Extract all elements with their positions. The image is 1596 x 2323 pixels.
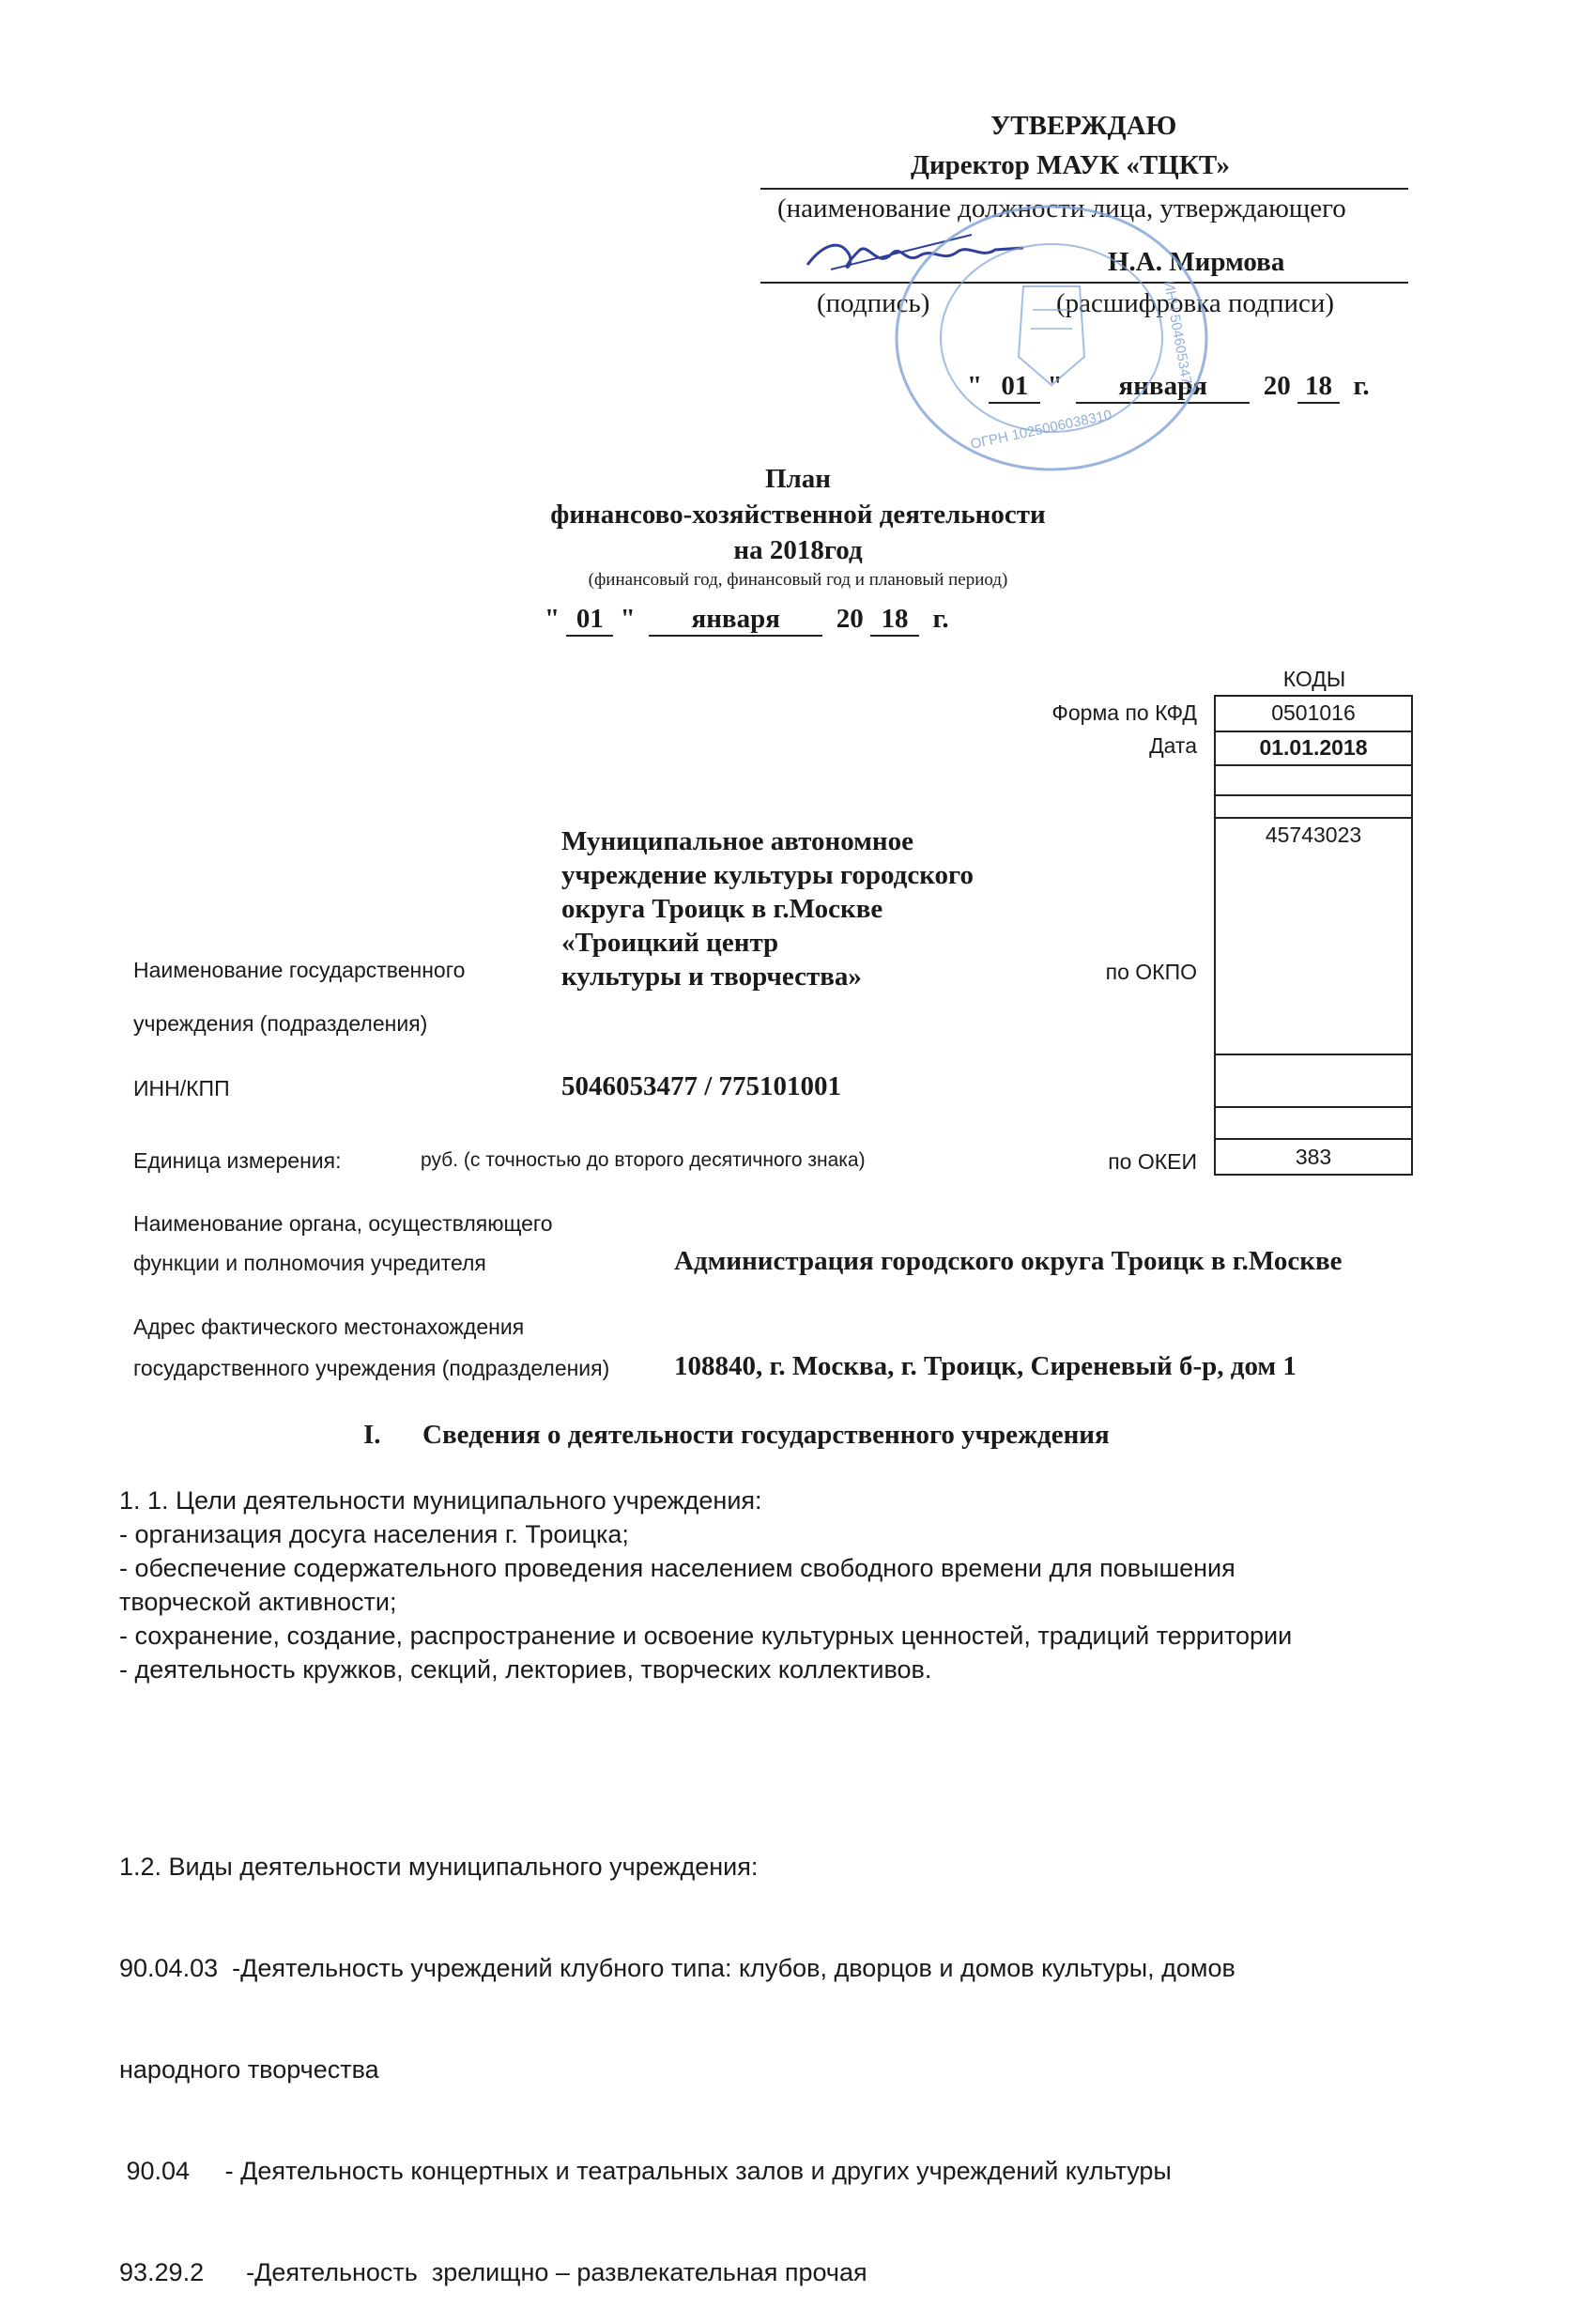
- plan-caption: (финансовый год, финансовый год и плановый период): [588, 570, 1008, 590]
- position-underline: [760, 188, 1408, 190]
- empty-code-3: [1216, 1054, 1411, 1106]
- section-number: I.: [363, 1420, 381, 1450]
- okpo-label: по ОКПО: [1105, 960, 1197, 984]
- seal-stamp-icon: [882, 197, 1220, 479]
- date-code: 01.01.2018: [1216, 731, 1411, 764]
- goal-item: - организация досуга населения г. Троицка;: [119, 1520, 629, 1548]
- svg-text:ИНН 5046053477: ИНН 5046053477: [1160, 279, 1196, 393]
- plan-subtitle: финансово-хозяйственной деятельности: [550, 500, 1046, 530]
- address-label-1: Адрес фактического местонахождения: [133, 1315, 525, 1339]
- founder-label-1: Наименование органа, осуществляющего: [133, 1211, 553, 1236]
- institution-name: Муниципальное автономное учреждение культуры городского округа Троицк в г.Москве «Троицкий центр культуры и творчества»: [561, 826, 974, 992]
- institution-label-2: учреждения (подразделения): [133, 1011, 428, 1036]
- signer-name: Н.А. Мирмова: [1108, 247, 1285, 277]
- inn-label: ИНН/КПП: [133, 1076, 230, 1100]
- goal-item: - деятельность кружков, секций, лекториев, творческих коллективов.: [119, 1655, 932, 1684]
- plan-date: " 01 " января 20 18 г.: [545, 604, 949, 637]
- activities-heading: 1.2. Виды деятельности муниципального учреждения:: [119, 1853, 759, 1881]
- approval-date: " 01 " января 20 18 г.: [967, 371, 1370, 404]
- empty-code-1: [1216, 764, 1411, 794]
- decode-caption: (расшифровка подписи): [1056, 288, 1335, 318]
- plan-title: План: [764, 464, 832, 494]
- institution-label-1: Наименование государственного: [133, 958, 466, 982]
- plan-year: на 2018год: [733, 535, 863, 565]
- forma-label: Форма по КФД: [1051, 700, 1197, 725]
- approval-title: УТВЕРЖДАЮ: [990, 111, 1177, 141]
- activity-item: 90.04 - Деятельность концертных и театральных залов и других учреждений культуры: [119, 2157, 1172, 2185]
- activity-item: народного творчества: [119, 2055, 379, 2084]
- address-label-2: государственного учреждения (подразделения): [133, 1356, 610, 1380]
- goals-heading: 1. 1. Цели деятельности муниципального учреждения:: [119, 1486, 762, 1515]
- codes-header: КОДЫ: [1282, 667, 1346, 691]
- date-label: Дата: [1149, 733, 1197, 758]
- inn-value: 5046053477 / 775101001: [561, 1071, 842, 1101]
- address-value: 108840, г. Москва, г. Троицк, Сиреневый б-р, дом 1: [674, 1351, 1297, 1381]
- empty-code-4: [1216, 1106, 1411, 1138]
- goal-item: - обеспечение содержательного проведения населением свободного времени для повышения: [119, 1554, 1235, 1582]
- svg-text:ОГРН 1025006038310: ОГРН 1025006038310: [969, 407, 1113, 453]
- goal-item: - сохранение, создание, распространение и освоение культурных ценностей, традиций территории: [119, 1622, 1293, 1650]
- empty-code-2: [1216, 794, 1411, 817]
- activity-item: 93.29.2 -Деятельность зрелищно – развлекательная прочая: [119, 2258, 867, 2286]
- founder-value: Администрация городского округа Троицк в г.Москве: [674, 1246, 1343, 1276]
- section-title: Сведения о деятельности государственного учреждения: [422, 1420, 1110, 1450]
- activities-block: [119, 1782, 1235, 2323]
- signature-caption: (подпись): [817, 288, 930, 318]
- okei-label: по ОКЕИ: [1108, 1149, 1197, 1174]
- unit-label: Единица измерения:: [133, 1148, 342, 1173]
- okpo-code: 45743023: [1216, 817, 1411, 1054]
- okei-code: 383: [1216, 1138, 1411, 1174]
- goals-block: [119, 1484, 1292, 1686]
- unit-value: руб. (с точностью до второго десятичного знака): [421, 1149, 866, 1171]
- goal-item: творческой активности;: [119, 1588, 397, 1616]
- forma-code: 0501016: [1271, 700, 1356, 725]
- founder-label-2: функции и полномочия учредителя: [133, 1251, 486, 1275]
- codes-table: [1214, 695, 1413, 1176]
- approval-position: Директор МАУК «ТЦКТ»: [911, 150, 1230, 180]
- position-caption: (наименование должности лица, утверждающего: [777, 193, 1346, 223]
- activity-item: 90.04.03 -Деятельность учреждений клубного типа: клубов, дворцов и домов культуры, домов: [119, 1954, 1235, 1982]
